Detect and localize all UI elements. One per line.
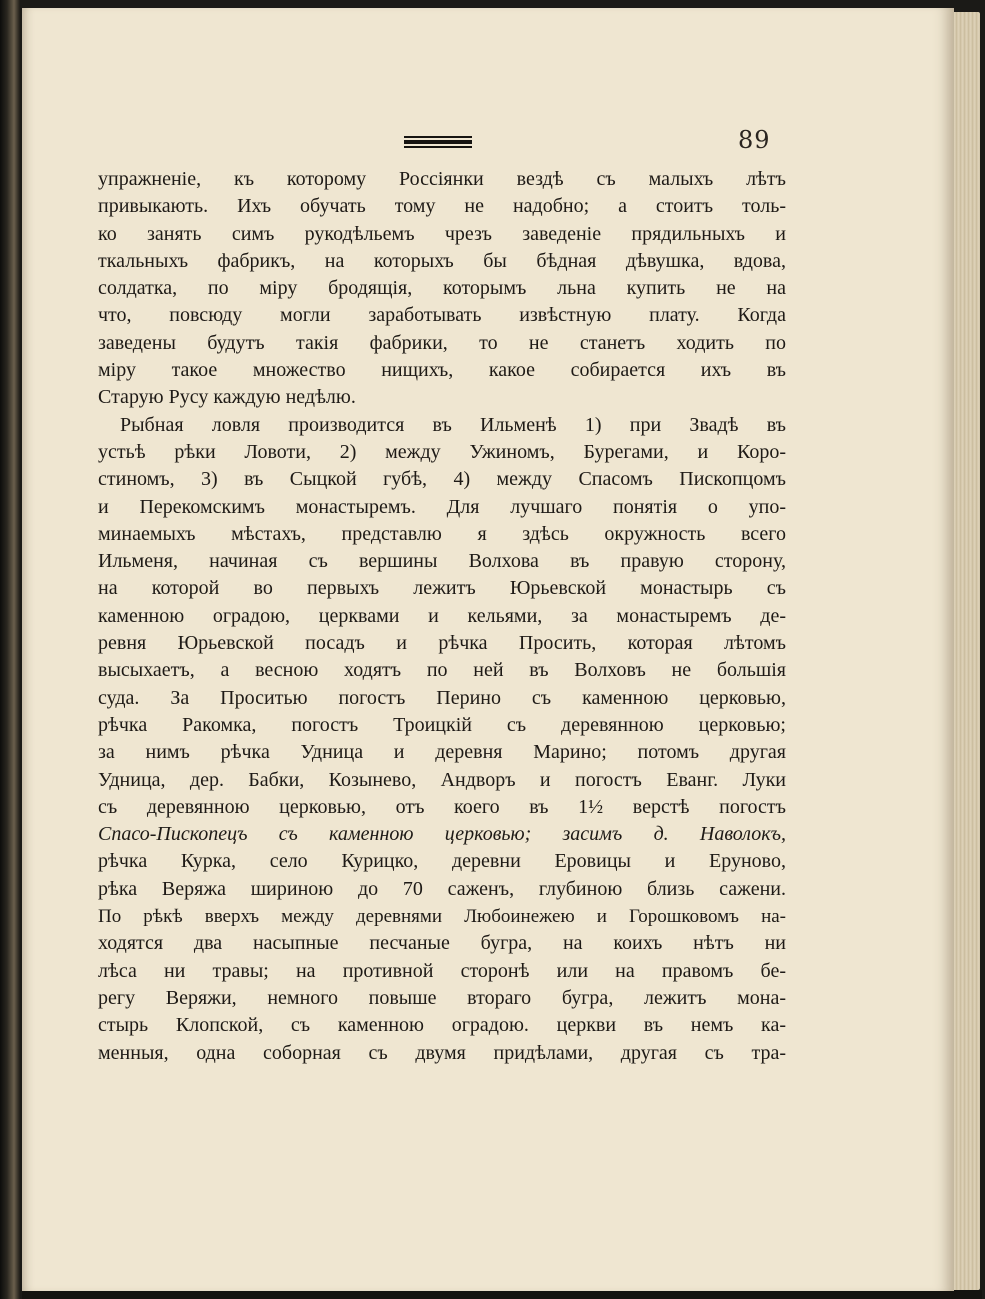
text-line: съ деревянною церковью, отъ коего въ 1½ верстѣ погостъ — [98, 795, 786, 818]
paragraph-start-line: Рыбная ловля производится въ Ильменѣ 1) при Звадѣ въ — [120, 413, 786, 436]
text-line: на которой во первыхъ лежитъ Юрьевской монастырь съ — [98, 577, 786, 600]
text-line: рѣчка Ракомка, погостъ Троицкій съ деревянною церковью; — [98, 713, 786, 736]
text-line: высыхаетъ, а весною ходятъ по ней въ Волховъ не большія — [98, 659, 786, 682]
book-page — [22, 8, 954, 1291]
text-line: устьѣ рѣки Ловоти, 2) между Ужиномъ, Бурегами, и Коро- — [98, 440, 786, 463]
text-line: каменною оградою, церквами и кельями, за монастыремъ де- — [98, 604, 786, 627]
header-rule-ornament — [404, 136, 472, 148]
body-text — [78, 166, 786, 1067]
text-line: регу Веряжи, немного повыше втораго бугра, лежитъ мона- — [98, 986, 786, 1009]
text-line: и Перекомскимъ монастыремъ. Для лучшаго понятія о упо- — [98, 495, 786, 518]
text-line: ко занять симъ рукодѣльемъ чрезъ заведеніе прядильныхъ и — [98, 222, 786, 245]
text-line: привыкають. Ихъ обучать тому не надобно; а стоитъ толь- — [98, 195, 786, 218]
text-line: Спасо-Пископецъ съ каменною церковью; засимъ д. Наволокъ, — [98, 823, 786, 846]
text-line: ткальныхъ фабрикъ, на которыхъ бы бѣдная дѣвушка, вдова, — [98, 249, 786, 272]
text-line: рѣчка Курка, село Курицко, деревни Еровицы и Еруново, — [98, 850, 786, 873]
bottom-edge — [22, 1290, 982, 1299]
page-number: 89 — [738, 126, 771, 154]
text-line: стиномъ, 3) въ Сыцкой губѣ, 4) между Спасомъ Пископцомъ — [98, 468, 786, 491]
text-line: минаемыхъ мѣстахъ, представлю я здѣсь окружность всего — [98, 522, 786, 545]
text-line: заведены будутъ такія фабрики, то не станетъ ходить по — [98, 331, 786, 354]
text-line: что, повсюду могли заработывать извѣстную плату. Когда — [98, 304, 786, 327]
text-line: Удница, дер. Бабки, Козынево, Андворъ и погостъ Еванг. Луки — [98, 768, 786, 791]
text-line: ревня Юрьевской посадъ и рѣчка Просить, которая лѣтомъ — [98, 632, 786, 655]
text-line: лѣса ни травы; на противной сторонѣ или на правомъ бе- — [98, 959, 786, 982]
text-line: міру такое множество нищихъ, какое собирается ихъ въ — [98, 359, 786, 382]
text-line: Старую Русу каждую недѣлю. — [98, 386, 356, 409]
page-stack-edge — [954, 12, 980, 1290]
text-line: за нимъ рѣчка Удница и деревня Марино; потомъ другая — [98, 741, 786, 764]
text-line: стырь Клопской, съ каменною оградою. церкви въ немъ ка- — [98, 1014, 786, 1037]
text-line: менныя, одна соборная съ двумя придѣлами, другая съ тра- — [98, 1041, 786, 1064]
text-line: рѣка Веряжа шириною до 70 саженъ, глубиною близь сажени. — [98, 877, 786, 900]
text-line: ходятся два насыпные песчаные бугра, на коихъ нѣтъ ни — [98, 932, 786, 955]
text-line: Ильменя, начиная съ вершины Волхова въ правую сторону, — [98, 550, 786, 573]
text-line: солдатка, по міру бродящія, которымъ льна купить не на — [98, 277, 786, 300]
text-line: суда. За Проситью погостъ Перино съ каменною церковью, — [98, 686, 786, 709]
text-line: упражненіе, къ которому Россіянки вездѣ съ малыхъ лѣтъ — [98, 168, 786, 190]
text-line: По рѣкѣ вверхъ между деревнями Любоинежею и Горошковомъ на- — [98, 906, 786, 928]
book-spine-edge — [0, 0, 20, 1299]
